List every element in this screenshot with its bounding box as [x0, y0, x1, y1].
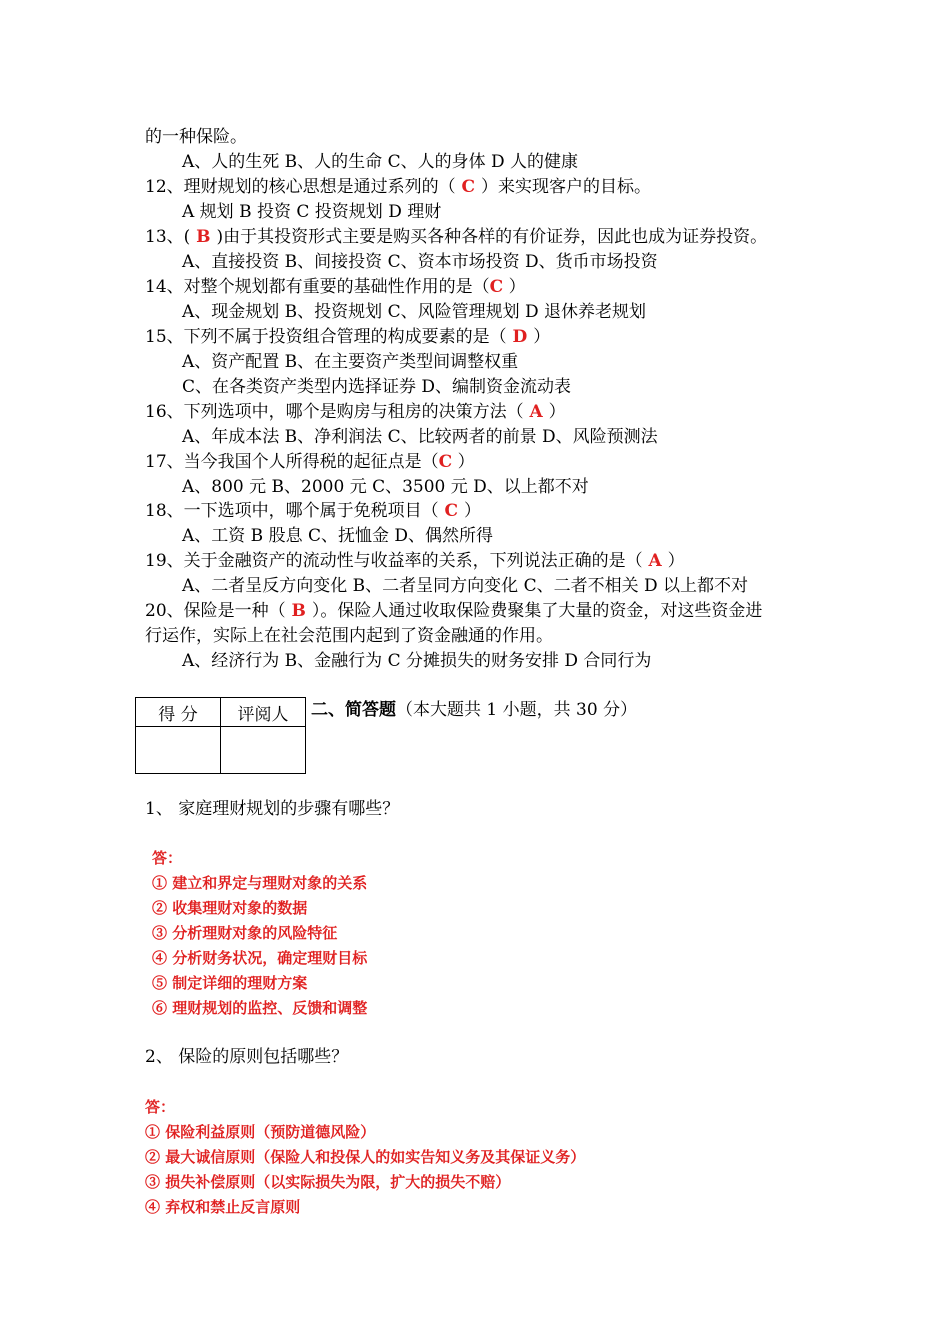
- text-line: 行运作，实际上在社会范围内起到了资金融通的作用。: [145, 626, 553, 646]
- options-line: A、现金规划 B、投资规划 C、风险管理规划 D 退休养老规划: [182, 302, 647, 322]
- answer-mark: B: [190, 227, 217, 247]
- options-line: A、800 元 B、2000 元 C、3500 元 D、以上都不对: [182, 477, 589, 497]
- short-question-1: 1、 家庭理财规划的步骤有哪些？: [145, 799, 400, 819]
- question-12: 12、理财规划的核心思想是通过系列的（ C ）来实现客户的目标。: [145, 177, 652, 197]
- text-line: 的一种保险。: [145, 127, 247, 147]
- answer-mark: C: [438, 501, 465, 521]
- answer-item: ③ 分析理财对象的风险特征: [152, 924, 338, 942]
- options-line: A、直接投资 B、间接投资 C、资本市场投资 D、货币市场投资: [182, 252, 658, 272]
- answer-label: 答：: [152, 849, 183, 867]
- answer-item: ⑤ 制定详细的理财方案: [152, 974, 308, 992]
- answer-item: ④ 弃权和禁止反言原则: [145, 1198, 301, 1216]
- reviewer-cell: [221, 727, 306, 774]
- answer-mark: C: [438, 452, 453, 472]
- answer-mark: A: [523, 402, 549, 422]
- options-line: A、人的生死 B、人的生命 C、人的身体 D 人的健康: [182, 152, 579, 172]
- options-line: A、年成本法 B、净利润法 C、比较两者的前景 D、风险预测法: [182, 427, 658, 447]
- short-question-2: 2、 保险的原则包括哪些？: [145, 1047, 349, 1067]
- options-line: A、二者呈反方向变化 B、二者呈同方向变化 C、二者不相关 D 以上都不对: [182, 576, 749, 596]
- answer-item: ② 最大诚信原则（保险人和投保人的如实告知义务及其保证义务）: [145, 1148, 586, 1166]
- answer-mark: A: [642, 551, 668, 571]
- answer-mark: D: [506, 327, 534, 347]
- options-line: A、经济行为 B、金融行为 C 分摊损失的财务安排 D 合同行为: [182, 651, 652, 671]
- answer-item: ④ 分析财务状况，确定理财目标: [152, 949, 368, 967]
- answer-item: ① 保险利益原则（预防道德风险）: [145, 1123, 376, 1141]
- answer-mark: B: [285, 601, 312, 621]
- options-line: C、在各类资产类型内选择证券 D、编制资金流动表: [182, 377, 572, 397]
- answer-mark: C: [489, 277, 504, 297]
- options-line: A、资产配置 B、在主要资产类型间调整权重: [182, 352, 519, 372]
- score-table: [135, 697, 306, 774]
- answer-item: ⑥ 理财规划的监控、反馈和调整: [152, 999, 368, 1017]
- question-14: 14、对整个规划都有重要的基础性作用的是（C ）: [145, 277, 526, 297]
- question-16: 16、下列选项中，哪个是购房与租房的决策方法（ A ）: [145, 402, 566, 422]
- reviewer-header: 评阅人: [221, 698, 306, 727]
- answer-item: ① 建立和界定与理财对象的关系: [152, 874, 368, 892]
- answer-item: ② 收集理财对象的数据: [152, 899, 308, 917]
- question-19: 19、关于金融资产的流动性与收益率的关系，下列说法正确的是（ A ）: [145, 551, 685, 571]
- section-heading: 二、简答题（本大题共 1 小题，共 30 分）: [311, 700, 638, 720]
- answer-item: ③ 损失补偿原则（以实际损失为限，扩大的损失不赔）: [145, 1173, 511, 1191]
- answer-label: 答：: [145, 1098, 176, 1116]
- question-18: 18、一下选项中，哪个属于免税项目（ C ）: [145, 501, 482, 521]
- question-17: 17、当今我国个人所得税的起征点是（C ）: [145, 452, 475, 472]
- answer-mark: C: [455, 177, 482, 197]
- question-15: 15、下列不属于投资组合管理的构成要素的是（ D ）: [145, 327, 551, 347]
- question-13: 13、( B )由于其投资形式主要是购买各种各样的有价证券，因此也成为证券投资。: [145, 227, 768, 247]
- score-header: 得 分: [136, 698, 221, 727]
- score-cell: [136, 727, 221, 774]
- options-line: A、工资 B 股息 C、抚恤金 D、偶然所得: [182, 526, 494, 546]
- question-20: 20、保险是一种（ B ）。保险人通过收取保险费聚集了大量的资金，对这些资金进: [145, 601, 763, 621]
- options-line: A 规划 B 投资 C 投资规划 D 理财: [182, 202, 442, 222]
